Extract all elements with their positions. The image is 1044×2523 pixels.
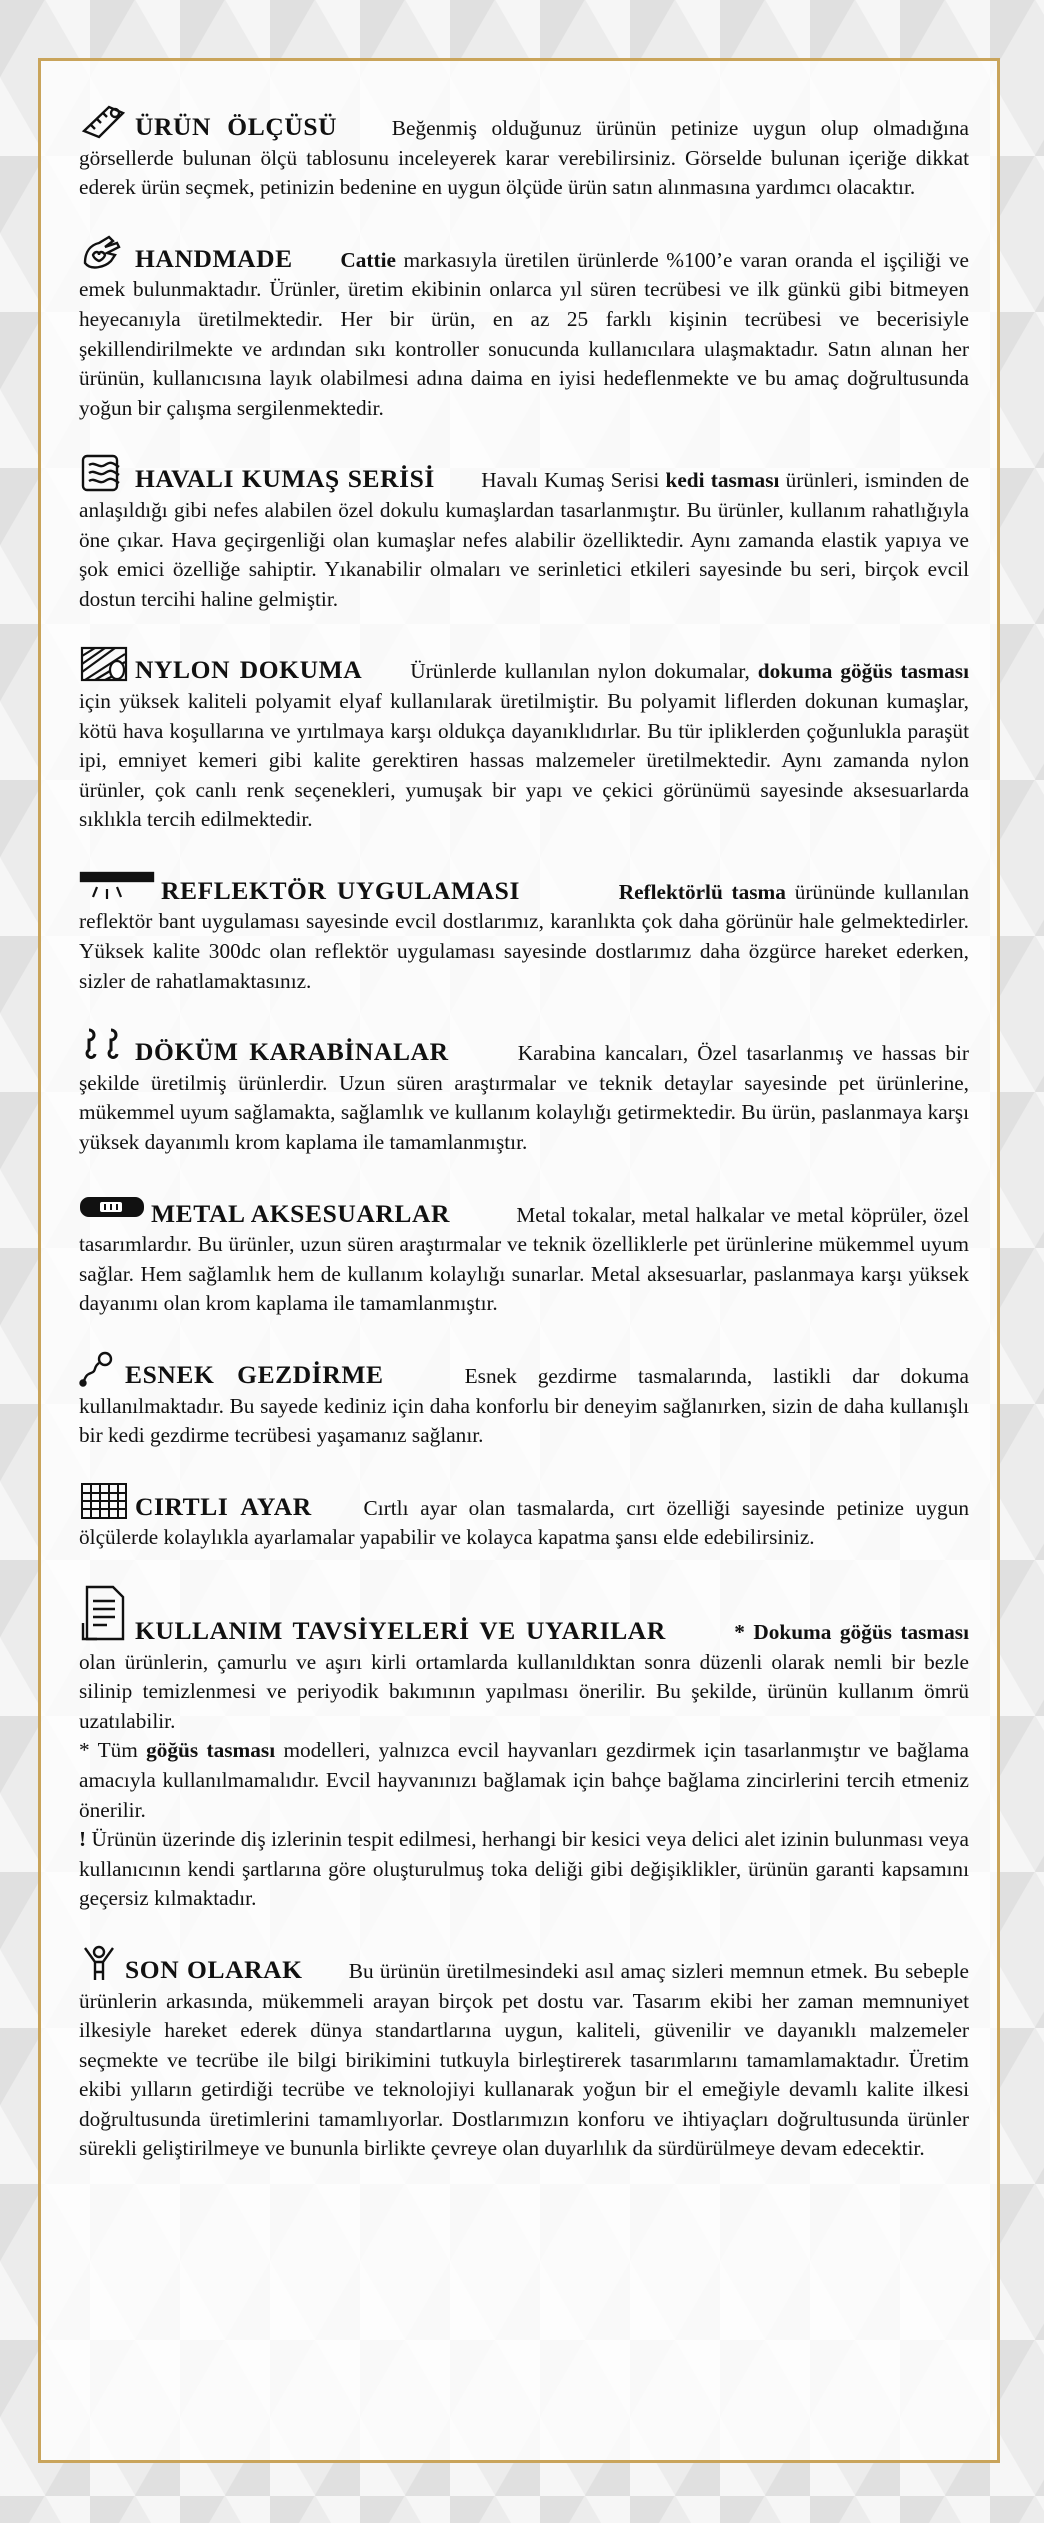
velcro-icon [79,1481,129,1521]
section-havali-kumas [79,453,969,614]
section-title: CIRTLI AYAR [135,1491,312,1521]
hand-heart-icon [79,233,129,273]
section-text: HANDMADE Cattie markasıyla üretilen ürünlerde %100’e varan oranda el işçiliği ve emek bulunmaktadır. Ürünler, üretim ekibinin onlarca yıl süren tecrübesi ve ilk günkü gibi bitmeyen heyecanıyla üretilmektedir. Her bir ürün, en az 25 farklı kişinin tecrübesi ve becerisiyle şekillendirilmekte ve ardından sıkı kontroller sonucunda kullanıcılara ulaşmaktadır. Satın alınan her ürünün, kullanıcısına layık olabilmesi adına daima en iyisi hedeflenmekte ve bu amaç doğrultusunda yoğun bir çalışma sergilenmektedir. [79,233,969,424]
section-title: DÖKÜM KARABİNALAR [135,1037,449,1067]
section-text: * Tüm göğüs tasması modelleri, yalnızca evcil hayvanları gezdirmek için tasarlanmıştır ve bağlama amacıyla kullanılmamalıdır. Evcil hayvanınızı bağlamak için bahçe bağlama zincirlerini tercih etmeniz önerilir. [79,1738,970,1822]
section-text: METAL AKSESUARLAR Metal tokalar, metal halkalar ve metal köprüler, özel tasarımlardır. Bu ürünler, uzun süren araştırmalar ve teknik özelliklerle pet ürünlerine mükemmel uyum sağlar. Hem sağlamlık hem de kullanım kolaylığı sunarlar. Metal aksesuarlar, paslanmaya karşı yüksek dayanımı olan krom kaplama ile tamamlanmıştır. [79,1188,969,1319]
section-title: REFLEKTÖR UYGULAMASI [161,875,520,905]
section-title: ESNEK GEZDİRME [125,1360,384,1389]
section-text: NYLON DOKUMA Ürünlerde kullanılan nylon dokumalar, dokuma göğüs tasması için yüksek kaliteli polyamit elyaf kullanılarak üretilmiştir. Bu polyamit liflerden dokunan kumaşlar, kötü hava koşullarına ve yırtılmaya karşı oldukça dayanıklıdırlar. Bu tür ipliklerden çoğunlukla paraşüt ipi, emniyet kemeri gibi kalite gerektiren hassas malzemeler üretilmektedir. Aynı zamanda nylon ürünler, çok canlı renk seçenekleri, yumuşak bir yapı ve çekici görünümü sayesinde aksesuarlarda sıklıkla tercih edilmektedir. [79,644,969,835]
section-title: NYLON DOKUMA [135,655,363,685]
document-warning-icon [79,1583,129,1643]
section-reflektor [79,865,969,996]
content [79,101,969,2194]
section-text: HAVALI KUMAŞ SERİSİ Havalı Kumaş Serisi kedi tasması ürünleri, isminden de anlaşıldığı gibi nefes alabilen özel dokulu kumaşlardan tasarlanmıştır. Bu ürünler, kullanım rahatlığıyla öne çıkar. Hava geçirgenliği olan kumaşlar nefes alabilir özelliktedir. Aynı zamanda elastik yapıya ve şok emici özelliğe sahiptir. Yıkanabilir olmaları ve serinletici etkileri sayesinde bu seri, birçok evcil dostun tercihi haline gelmiştir. [79,453,969,614]
section-kullanim-tavsiyeleri [79,1583,969,1914]
section-text: CIRTLI AYAR Cırtlı ayar olan tasmalarda, cırt özelliği sayesinde petinize uygun ölçülerde kolaylıkla ayarlamalar yapabilir ve kolayca kapatma şansı elde edebilirsiniz. [79,1481,969,1553]
section-text: DÖKÜM KARABİNALAR Karabina kancaları, Özel tasarlanmış ve hassas bir şekilde üretilmiş ürünlerdir. Uzun süren araştırmalar ve teknik detaylar sayesinde pet ürünlerine, mükemmel uyum sağlamakta, sağlamlık ve kullanım kolaylığı getirmektedir. Bu ürün, paslanmaya karşı yüksek dayanımlı krom kaplama ile tamamlanmıştır. [79,1026,969,1157]
tape-measure-icon [79,101,129,141]
section-title: SON OLARAK [125,1954,303,1984]
section-son-olarak [79,1944,969,2164]
nylon-roll-icon [79,644,129,684]
section-title: HAVALI KUMAŞ SERİSİ [135,464,435,494]
content-frame [38,58,1000,2463]
section-text: ! Ürünün üzerinde diş izlerinin tespit edilmesi, herhangi bir kesici veya delici alet izinin bulunması veya kullanıcının kendi şartlarına göre oluşturulmuş toka deliği gibi değişiklikler, ürünün garanti kapsamını geçersiz kılmaktadır. [79,1827,969,1911]
section-title: ÜRÜN ÖLÇÜSÜ [135,112,338,141]
section-metal-aksesuarlar [79,1188,969,1319]
section-dokum-karabinalar [79,1026,969,1157]
metal-buckle-icon [79,1188,145,1228]
section-text: ÜRÜN ÖLÇÜSÜ Beğenmiş olduğunuz ürünün petinize uygun olup olmadığına görsellerde bulunan ölçü tablosunu inceleyerek karar verebilirsiniz. Görselde bulunan içeriğe dikkat ederek ürün seçmek, petinizin bedenine en uygun ölçüde ürün satın alınmasına yardımcı olacaktır. [79,101,969,203]
section-title: KULLANIM TAVSİYELERİ VE UYARILAR [135,1615,666,1645]
section-esnek-gezdirme [79,1349,969,1451]
section-text: SON OLARAK Bu ürünün üretilmesindeki asıl amaç sizleri memnun etmek. Bu sebeple ürünlerin arkasında, mükemmeli arayan birçok pet dostu var. Tasarım ekibi her zaman memnuniyet ilkesiyle hareket ederek dünya standartlarına uygun, kaliteli, güvenilir ve dayanıklı malzemeler seçmekte ve tecrübe ile bilgi birikimini tutkuyla birleştirerek tasarımlarını tamamlamaktadır. Üretim ekibi yılların getirdiği tecrübe ve teknolojiyi kullanarak yoğun bir el emeğiyle devamlı kalite ilkesi doğrultusunda üretimlerini tamamlıyorlar. Dostlarımızın konforu ve ihtiyaçları doğrultusunda ürünler sürekli geliştirilmeye ve bununla birlikte çevreye olan duyarlılık da sürdürülmeye devam edecektir. [79,1944,969,2164]
section-text: REFLEKTÖR UYGULAMASI Reflektörlü tasma ürününde kullanılan reflektör bant uygulaması sayesinde evcil dostlarımız, karanlıkta çok daha görünür hale gelmektedirler. Yüksek kalite 300dc olan reflektör uygulaması sayesinde dostlarımız daha özgürce hareket ederken, sizler de rahatlamaktasınız. [79,865,969,996]
reflector-band-icon [79,865,155,905]
section-nylon-dokuma [79,644,969,835]
elastic-leash-icon [79,1349,119,1389]
section-text: KULLANIM TAVSİYELERİ VE UYARILAR * Dokuma göğüs tasması olan ürünlerin, çamurlu ve aşırı kirli ortamlarda kullanıldıktan sonra düzenli olarak nemli bir bezle silinip temizlenmesi ve periyodik bakımının yapılması önerilir. Bu şekilde, ürünün kullanım ömrü uzatılabilir. [79,1583,969,1736]
person-celebrate-icon [79,1944,119,1984]
section-title: HANDMADE [135,243,293,273]
brand-name: Cattie [340,247,396,272]
section-handmade [79,233,969,424]
section-urun-olcusu [79,101,969,203]
carabiner-icon [79,1026,129,1066]
section-text: ESNEK GEZDİRME Esnek gezdirme tasmalarında, lastikli dar dokuma kullanılmaktadır. Bu sayede kediniz için daha konforlu bir deneyim sağlanırken, sizin de daha kullanışlı bir kedi gezdirme tecrübesi yaşamanız sağlanır. [79,1349,969,1451]
section-cirtli-ayar [79,1481,969,1553]
section-title: METAL AKSESUARLAR [151,1198,451,1228]
breathable-fabric-icon [79,453,129,493]
